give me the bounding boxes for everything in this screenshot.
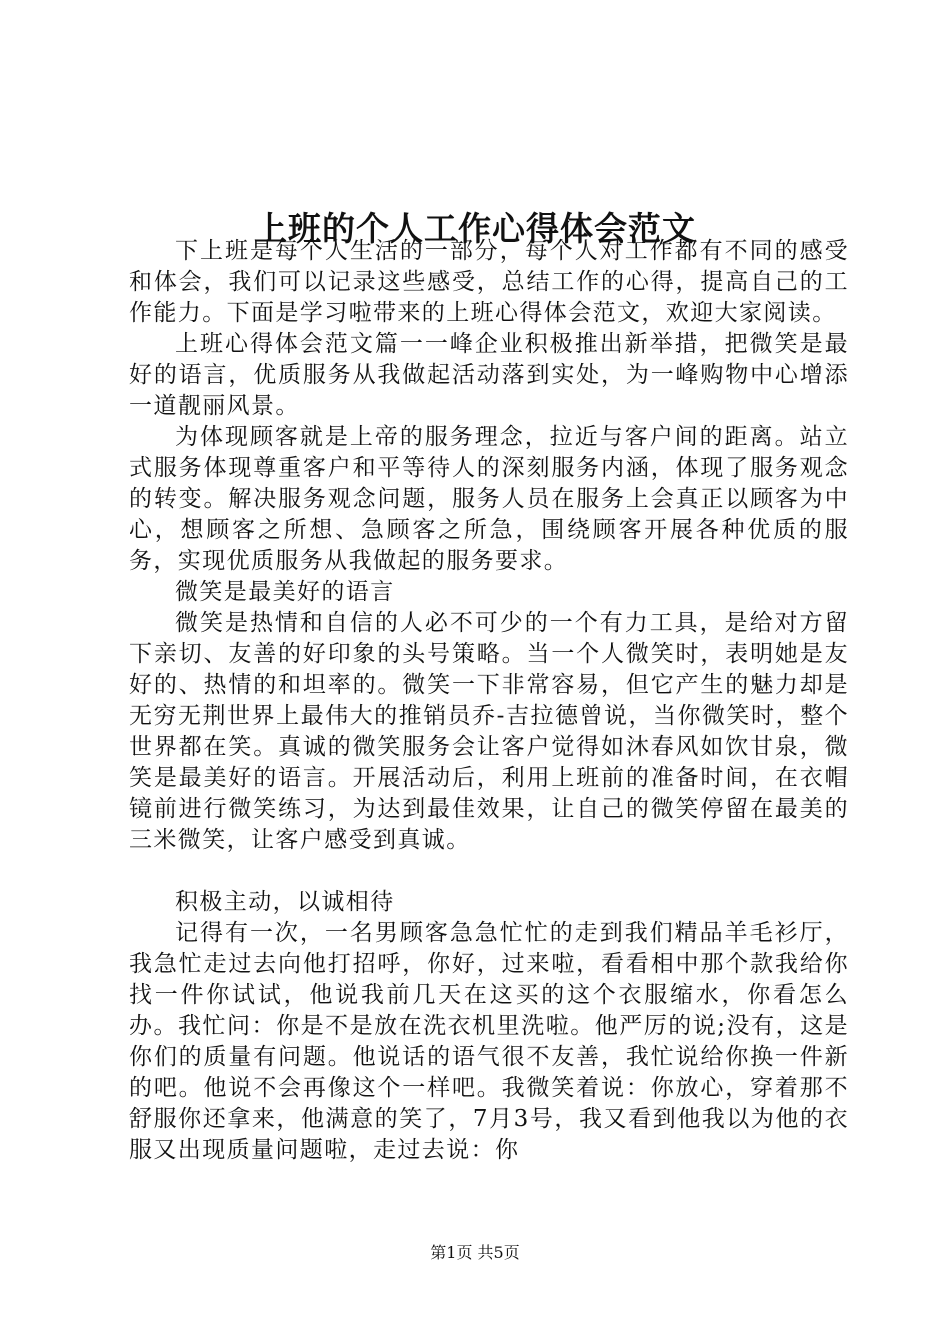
paragraph-service-concept: 为体现顾客就是上帝的服务理念，拉近与客户间的距离。站立式服务体现尊重客户和平等待人的深刻服务内涵，体现了服务观念的转变。解决服务观念问题，服务人员在服务上会真正以顾客为中心，想顾客之所想、急顾客之所急，围绕顾客开展各种优质的服务，实现优质服务从我做起的服务要求。 (129, 424, 849, 574)
paragraph-article-one: 上班心得体会范文篇一一峰企业积极推出新举措，把微笑是最好的语言，优质服务从我做起活动落到实处，为一峰购物中心增添一道靓丽风景。 (129, 331, 849, 419)
page-number-footer: 第1页 共5页 (430, 1243, 520, 1262)
section-heading-smile: 微笑是最美好的语言 (175, 579, 395, 605)
document-body (129, 236, 849, 1166)
paragraph-smile: 微笑是热情和自信的人必不可少的一个有力工具，是给对方留下亲切、友善的好印象的头号策略。当一个人微笑时，表明她是友好的、热情的和坦率的。微笑一下非常容易，但它产生的魅力却是无穷无荆世界上最伟大的推销员乔-吉拉德曾说，当你微笑时，整个世界都在笑。真诚的微笑服务会让客户觉得如沐春风如饮甘泉，微笑是最美好的语言。开展活动后，利用上班前的准备时间，在衣帽镜前进行微笑练习，为达到最佳效果，让自己的微笑停留在最美的三米微笑，让客户感受到真诚。 (129, 610, 849, 853)
paragraph-intro: 下上班是每个人生活的一部分，每个人对工作都有不同的感受和体会，我们可以记录这些感受，总结工作的心得，提高自己的工作能力。下面是学习啦带来的上班心得体会范文，欢迎大家阅读。 (129, 238, 849, 326)
paragraph-customer-story: 记得有一次，一名男顾客急急忙忙的走到我们精品羊毛衫厅，我急忙走过去向他打招呼，你好，过来啦，看看相中那个款我给你找一件你试试，他说我前几天在这买的这个衣服缩水，你看怎么办。我忙问：你是不是放在洗衣机里洗啦。他严厉的说;没有，这是你们的质量有问题。他说话的语气很不友善，我忙说给你换一件新的吧。他说不会再像这个一样吧。我微笑着说：你放心，穿着那不舒服你还拿来，他满意的笑了，7月3号，我又看到他我以为他的衣服又出现质量问题啦，走过去说：你 (129, 920, 849, 1163)
section-heading-proactive: 积极主动，以诚相待 (175, 889, 395, 915)
document-title: 上班的个人工作心得体会范文 (254, 209, 696, 249)
